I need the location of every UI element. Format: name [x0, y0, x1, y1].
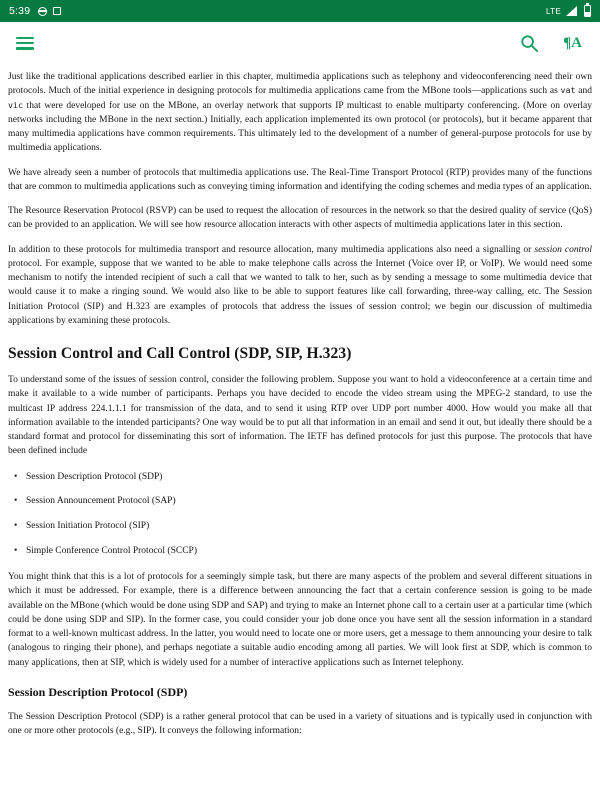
paragraph: [8, 70, 592, 156]
section-heading: Session Control and Call Control (SDP, SIP, H.323): [8, 345, 352, 362]
protocol-bullet-list: [10, 471, 592, 559]
body-text: and: [575, 86, 592, 97]
network-type-label: LTE: [546, 6, 561, 16]
list-item: • Session Description Protocol (SDP): [10, 471, 592, 484]
hamburger-menu-icon[interactable]: [16, 37, 34, 50]
battery-icon: [584, 5, 591, 17]
inline-code: vat: [560, 85, 576, 96]
subsection-heading: Session Description Protocol (SDP): [8, 684, 188, 699]
reader-toolbar: [0, 22, 600, 64]
body-text: that were developed for use on the MBone, an overlay network that supports IP multicast to enable multiparty conferencing. (More on overlay networks including the MBone in the next section.) Initially, each application implemented its own protocol (or protocols), but it became apparent that many multimedia applications have common requirements. This ultimately led to the development of a number of general-purpose protocols for use by multimedia applications.: [8, 100, 592, 154]
list-item: • Session Announcement Protocol (SAP): [10, 495, 592, 508]
list-item: • Simple Conference Control Protocol (SCCP): [10, 545, 592, 558]
notification-icon: [53, 7, 61, 15]
body-text: protocol. For example, suppose that we wanted to be able to make telephone calls across the Internet (Voice over IP, or VoIP). We would need some mechanism to notify the intended recipient of such a call that we wanted to talk to her, such as by sending a message to some multimedia device that would cause it to make a ringing sound. We would also like to be able to support features like call forwarding, three-way calling, etc. The Session Initiation Protocol (SIP) and H.323 are examples of protocols that address the issues of session control; we begin our discussion of multimedia applications by examining these protocols.: [8, 258, 592, 326]
paragraph: [8, 243, 592, 329]
body-text: In addition to these protocols for multimedia transport and resource allocation, many multimedia applications also need a signalling or: [8, 244, 535, 255]
text-format-icon[interactable]: ¶A: [563, 34, 582, 51]
status-bar: [0, 0, 600, 22]
inline-emphasis: session control: [534, 244, 592, 255]
do-not-disturb-icon: [38, 7, 47, 16]
list-item: • Session Initiation Protocol (SIP): [10, 520, 592, 533]
inline-code: vic: [8, 99, 23, 110]
body-text: Just like the traditional applications described earlier in this chapter, multimedia applications such as telephony and videoconferencing need their own protocols. Much of the initial experience in designing protocols for multimedia applications came from the MBone tools—applications such as: [8, 72, 592, 97]
paragraph: We have already seen a number of protocols that multimedia applications use. The Real-Time Transport Protocol (RTP) provides many of the functions that are common to multimedia applications such as conveying timing information and identifying the coding schemes and media types of an application.: [8, 167, 592, 192]
paragraph: The Session Description Protocol (SDP) is a rather general protocol that can be used in a variety of situations and is typically used in conjunction with one or more other protocols (e.g., SIP). It conveys the following information:: [8, 711, 592, 737]
paragraph: To understand some of the issues of session control, consider the following problem. Suppose you want to hold a videoconference at a certain time and make it available to a wide number of participants. Perhaps you have decided to encode the video stream using the MPEG-2 standard, to use the multicast IP address 224.1.1.1 for transmission of the data, and to send it using RTP over UDP port number 4000. How would you make all that information available to the intended participants? One way would be to put all that information in an email and send it out, but ideally there should be a standard format and protocol for disseminating this sort of information. The IETF has defined protocols for just this purpose. The protocols that have been defined include: [8, 375, 592, 457]
clock: 5:39: [9, 5, 31, 17]
book-page: [0, 64, 600, 738]
status-right-icons: [546, 5, 591, 17]
paragraph: The Resource Reservation Protocol (RSVP) can be used to request the allocation of resources in the network so that the desired quality of service (QoS) can be provided to an application. We will see how resource allocation interacts with other aspects of multimedia applications later in this section.: [8, 206, 592, 231]
search-icon[interactable]: [520, 34, 539, 53]
paragraph: You might think that this is a lot of protocols for a seemingly simple task, but there are many aspects of the problem and several different situations in which it must be addressed. For example, there is a difference between announcing the fact that a certain conference session is going to be made available on the MBone (which would be done using SDP and SAP) and trying to make an Internet phone call to a certain user at a particular time (which could be done using SDP and SIP). In the former case, you could consider your job done once you have sent all the session information in a standard format to a well-known multicast address. In the latter, you would need to locate one or more users, get a message to them announcing your desire to talk (analogous to ringing their phone), and perhaps negotiate a suitable audio encoding among all parties. We will look first at SDP, which is common to many applications, then at SIP, which is widely used for a number of interactive applications such as Internet telephony.: [8, 572, 592, 668]
status-left-icons: [38, 7, 61, 16]
cellular-signal-icon: [566, 6, 577, 16]
